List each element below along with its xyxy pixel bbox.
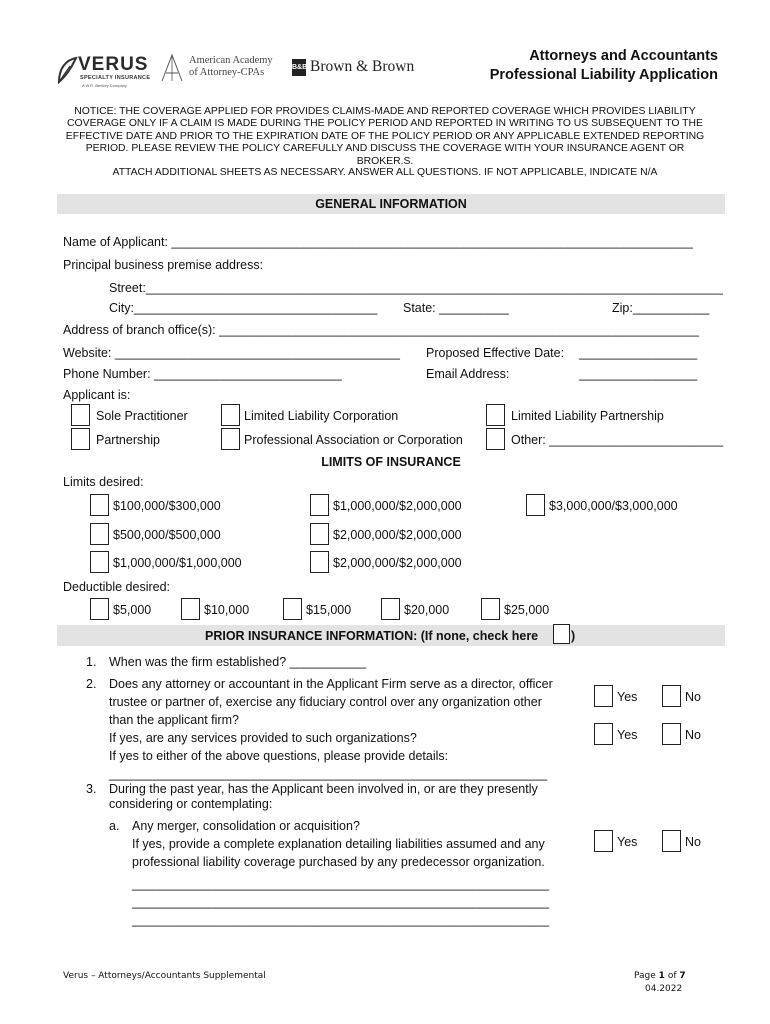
sole-practitioner-checkbox[interactable] [71,404,90,426]
title-line2: Professional Liability Application [489,67,718,83]
prior-heading: PRIOR INSURANCE INFORMATION: (If none, check here [205,629,539,643]
q2-line-1: Does any attorney or accountant in the Applicant Firm serve as a director, officer [109,677,553,691]
limit-option-5: $2,000,000/$2,000,000 [333,528,462,542]
phone-field[interactable]: Phone Number: ___________________________ [63,367,342,381]
q2-line-4: If yes, are any services provided to such organizations? [109,731,417,745]
limit-checkbox-2[interactable] [310,494,329,516]
aa-line1: American Academy [189,55,273,66]
page-indicator [634,971,686,981]
deductible-checkbox-3[interactable] [283,598,302,620]
footer-date: 04.2022 [645,984,683,994]
q3a-line-2: If yes, provide a complete explanation detailing liabilities assumed and any [132,837,545,851]
footer-left: Verus – Attorneys/Accountants Supplemental [63,971,266,981]
page-total: 7 [679,971,686,981]
limit-option-4: $500,000/$500,000 [113,528,221,542]
q1-number: 1. [86,655,97,669]
q1-field[interactable]: When was the firm established? ___________ [109,655,367,669]
q3-number: 3. [86,782,97,796]
llp-checkbox[interactable] [486,404,505,426]
page-number: 1 [658,971,665,981]
attach-note: ATTACH ADDITIONAL SHEETS AS NECESSARY. ANSWER ALL QUESTIONS. IF NOT APPLICABLE, INDICATE N/A [112,167,658,178]
state-field[interactable]: State: __________ [403,301,509,315]
q3a-number: a. [109,819,120,833]
limits-heading: LIMITS OF INSURANCE [321,455,461,469]
limit-checkbox-3[interactable] [526,494,545,516]
q2b-yes-label: Yes [617,728,638,742]
email-label: Email Address: [426,367,510,381]
q3-line-2: considering or contemplating: [109,797,273,811]
llp-label: Limited Liability Partnership [511,409,664,423]
q2a-yes-label: Yes [617,690,638,704]
limit-checkbox-6[interactable] [90,551,109,573]
llc-checkbox[interactable] [221,404,240,426]
verus-sub2: A W.R. Berkley Company [82,83,127,88]
verus-leaf-icon [56,56,78,84]
sole-practitioner-label: Sole Practitioner [96,409,188,423]
limit-option-7: $2,000,000/$2,000,000 [333,556,462,570]
branch-field[interactable]: Address of branch office(s): _____________________________________________________________________ [63,323,699,337]
pa-label: Professional Association or Corporation [244,433,463,447]
verus-sub: SPECIALTY INSURANCE [80,75,151,81]
other-field[interactable]: Other: _________________________ [511,433,724,447]
deductible-checkbox-1[interactable] [90,598,109,620]
limits-desired-label: Limits desired: [63,475,144,489]
deductible-option-3: $15,000 [306,603,352,617]
page-label: Page [634,971,656,981]
q2a-no-label: No [685,690,701,704]
q3a-blank-3[interactable]: ____________________________________________________________ [132,913,550,927]
q3a-no-label: No [685,835,701,849]
deductible-checkbox-5[interactable] [481,598,500,620]
pa-checkbox[interactable] [221,428,240,450]
llc-label: Limited Liability Corporation [244,409,399,423]
city-field[interactable]: City:___________________________________ [109,301,378,315]
deductible-option-2: $10,000 [204,603,250,617]
q2-line-2: trustee or partner of, exercise any fiduciary control over any organization other [109,695,542,709]
principal-address-label: Principal business premise address: [63,258,264,272]
q2-line-5: If yes to either of the above questions, please provide details: [109,749,449,763]
email-field[interactable]: _________________ [579,367,698,381]
notice: NOTICE: THE COVERAGE APPLIED FOR PROVIDES CLAIMS-MADE AND REPORTED COVERAGE WHICH PROVIDES LIABILITY COVERAGE ONLY IF A CLAIM IS MADE DURING THE POLICY PERIOD AND REPORTED IN WRITING TO US SUBSEQUENT TO THE EFFECTIVE DATE AND PRIOR TO THE EXPIRATION DATE OF THE POLICY PERIOD OR ANY APPLICABLE EXTENDED REPORTING PERIOD. PLEASE REVIEW THE POLICY CAREFULLY AND DISCUSS THE COVERAGE WITH YOUR INSURANCE AGENT OR BROKER.S. [65,106,705,167]
partnership-label: Partnership [96,433,160,447]
limit-checkbox-5[interactable] [310,523,329,545]
page-of: of [667,971,677,981]
q3a-blank-2[interactable]: ____________________________________________________________ [132,895,550,909]
deductible-checkbox-4[interactable] [381,598,400,620]
partnership-checkbox[interactable] [71,428,90,450]
deductible-option-4: $20,000 [404,603,450,617]
q3-line-1: During the past year, has the Applicant been involved in, or are they presently [109,782,538,796]
deductible-option-5: $25,000 [504,603,550,617]
deductible-checkbox-2[interactable] [181,598,200,620]
q3a-yes-checkbox[interactable] [594,830,613,852]
aa-logo [189,55,273,79]
pen-logo-icon [160,53,184,83]
general-heading: GENERAL INFORMATION [57,194,725,214]
limit-option-1: $100,000/$300,000 [113,499,221,513]
title-line1: Attorneys and Accountants [529,48,718,64]
limit-option-6: $1,000,000/$1,000,000 [113,556,242,570]
aa-line2: of Attorney-CPAs [189,67,265,78]
name-of-applicant[interactable]: Name of Applicant: ___________________________________________________________________________ [63,235,693,249]
applicant-is-label: Applicant is: [63,388,131,402]
q3a-line-1: Any merger, consolidation or acquisition? [132,819,360,833]
other-checkbox[interactable] [486,428,505,450]
q3a-line-3: professional liability coverage purchased by any predecessor organization. [132,855,545,869]
q2b-no-checkbox[interactable] [662,723,681,745]
prior-heading-end: ) [571,629,576,643]
bb-name: Brown & Brown [310,58,415,75]
q3a-yes-label: Yes [617,835,638,849]
limit-option-2: $1,000,000/$2,000,000 [333,499,462,513]
q3a-no-checkbox[interactable] [662,830,681,852]
website-field[interactable]: Website: _________________________________________ [63,346,400,360]
q2a-yes-checkbox[interactable] [594,685,613,707]
zip-field[interactable]: Zip:___________ [612,301,710,315]
q2b-yes-checkbox[interactable] [594,723,613,745]
verus-logo [56,54,151,92]
q2-details-field[interactable]: _______________________________________________________________ [109,767,547,781]
no-prior-insurance-checkbox[interactable] [553,624,570,644]
limit-checkbox-4[interactable] [90,523,109,545]
proposed-date-label: Proposed Effective Date: [426,346,565,360]
deductible-desired-label: Deductible desired: [63,580,171,594]
q2a-no-checkbox[interactable] [662,685,681,707]
q2-number: 2. [86,677,97,691]
proposed-date-field[interactable]: _________________ [579,346,698,360]
q2-line-3: than the applicant firm? [109,713,239,727]
limit-checkbox-7[interactable] [310,551,329,573]
verus-name: VERUS [78,54,149,75]
q3a-blank-1[interactable]: ____________________________________________________________ [132,877,550,891]
bb-mark: B&B [292,59,306,76]
deductible-option-1: $5,000 [113,603,152,617]
street-field[interactable]: Street:___________________________________________________________________________________ [109,281,723,295]
q2b-no-label: No [685,728,701,742]
limit-option-3: $3,000,000/$3,000,000 [549,499,678,513]
limit-checkbox-1[interactable] [90,494,109,516]
